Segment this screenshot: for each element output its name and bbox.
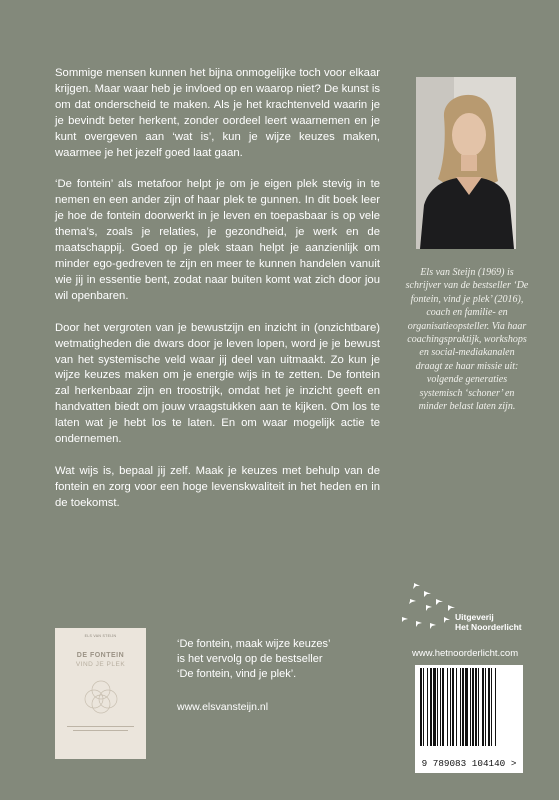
barcode-bars [418, 668, 520, 748]
author-website: www.elsvansteijn.nl [177, 701, 269, 713]
sequel-note: ‘De fontein, maak wijze keuzes’ is het vervolg op de bestseller ‘De fontein, vind je plek’. [177, 638, 331, 680]
cover-subtitle: VIND JE PLEK [75, 661, 126, 668]
blurb-paragraph-2: ‘De fontein’ als metafoor helpt je om je eigen plek stevig in te nemen en een ander zijn of haar plek te gunnen. In dit boek leer je hoe de fontein doorwerkt in je leven en toepasbaar is op vele thema’s, zoals je relaties, je gezondheid, je werk en de maatschappij. Goed op je plek staan helpt je aanzienlijk om minder ego-gedreven te zijn en meer te kunnen handelen vanuit wie jij in essentie bent, zodat naar buiten komt wat zich door jou wil openbaren. [55, 178, 380, 302]
blurb-paragraph-3: Door het vergroten van je bewustzijn en inzicht in (onzichtbare) wetmatigheden die dwars door je leven lopen, word je je bewust van het systemische veld waar jij deel van uitmaakt. Zo kun je wijze keuzes maken om je energie wijs in te zetten. De fontein zal herkenbaar zijn en troostrijk, omdat het je inzicht geeft en handvatten biedt om jouw vraagstukken aan te kijken. Om los te laten wat je hebt los te laten. En om waar mogelijk actie te ondernemen. [55, 321, 380, 446]
publisher-name-line2: Het Noorderlicht [455, 622, 522, 632]
cover-tagline-lines [63, 725, 138, 734]
cover-author: ELS VAN STEIJN [84, 634, 117, 638]
blurb-paragraph-1: Sommige mensen kunnen het bijna onmogelijke toch voor elkaar krijgen. Maar waar heb je invloed op en waarop niet? De kunst is om dat onderscheid te maken. Als je het krachtenveld waarin je je bevindt beter herkent, zonder oordeel leert waarnemen en je kunt overgeven aan ‘wat is’, kun je wijze keuzes maken, waarmee je het jezelf goed laat gaan. [55, 67, 380, 159]
blurb-paragraph-4: Wat wijs is, bepaal jij zelf. Maak je keuzes met behulp van de fontein en zorg voor een hoge levenskwaliteit in het heden en in de toekomst. [55, 464, 380, 509]
author-bio: Els van Steijn (1969) is schrijver van de bestseller ‘De fontein, vind je plek’ (2016), coach en familie- en organisatieopsteller. Via haar coachingspraktijk, workshops en social-mediakanalen draagt ze haar missie uit: volgende generaties systemisch ‘schoner’ en minder belast laten zijn. [405, 267, 529, 413]
publisher-website: www.hetnoorderlicht.com [412, 648, 519, 659]
publisher-name [455, 612, 522, 632]
back-cover-blurb [55, 66, 380, 528]
isbn-barcode [415, 665, 523, 773]
sequel-book-cover [55, 628, 146, 759]
isbn-number: 9 789083 104140 > [421, 758, 517, 769]
publisher-name-line1: Uitgeverij [455, 612, 494, 622]
fountain-circles-icon [77, 677, 125, 717]
cover-title: DE FONTEIN [76, 652, 125, 659]
author-photo [416, 77, 516, 249]
